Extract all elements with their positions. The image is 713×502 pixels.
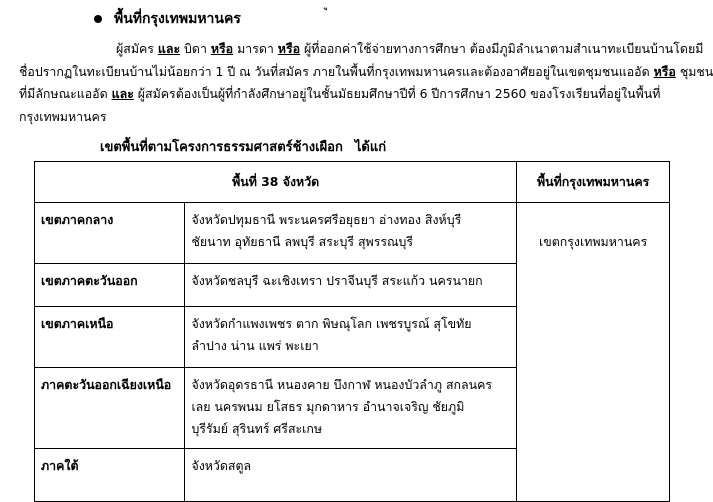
province-line: ชัยนาท อุทัยธานี ลพบุรี สระบุรี สุพรรณบุรี bbox=[191, 234, 414, 249]
region-name: ภาคใต้ bbox=[35, 449, 185, 502]
emphasis-and: และ bbox=[157, 41, 181, 56]
header-bangkok: พื้นที่กรุงเทพมหานคร bbox=[517, 162, 670, 203]
province-line: เลย นครพนม ยโสธร มุกดาหาร อำนาจเจริญ ชัยภูมิ bbox=[191, 399, 465, 414]
region-provinces bbox=[185, 307, 517, 368]
province-line: จังหวัดชลบุรี ฉะเชิงเทรา ปราจีนบุรี สระแก้ว นครนายก bbox=[191, 273, 483, 288]
province-line: บุรีรัมย์ สุรินทร์ ศรีสะเกษ bbox=[191, 421, 323, 436]
regions-table bbox=[34, 161, 670, 502]
region-name: เขตภาคเหนือ bbox=[35, 307, 185, 368]
province-line: จังหวัดกำแพงเพชร ตาก พิษณุโลก เพชรบูรณ์ สุโขทัย bbox=[191, 316, 472, 331]
text-run: ชุมชน bbox=[675, 63, 713, 79]
text-run: บิดา bbox=[180, 41, 211, 56]
table-heading bbox=[100, 136, 386, 157]
table-heading-tail: ได้แก่ bbox=[354, 140, 387, 155]
paragraph-line-1 bbox=[19, 38, 704, 61]
table-heading-text: เขตพื้นที่ตามโครงการธรรมศาสตร์ช้างเผือก bbox=[100, 140, 343, 155]
header-38-provinces: พื้นที่ 38 จังหวัด bbox=[35, 162, 517, 203]
region-provinces bbox=[185, 449, 517, 502]
paragraph-line-4: กรุงเทพมหานคร bbox=[19, 108, 107, 124]
bangkok-cell: เขตกรุงเทพมหานคร bbox=[517, 203, 670, 502]
region-provinces bbox=[185, 203, 517, 264]
text-run: ชื่อปรากฏในทะเบียนบ้านไม่น้อยกว่า 1 ปี ณ วันที่สมัคร ภายในพื้นที่กรุงเทพมหานครและต้องอาศัยอยู่ในเขตชุมชนแออัด bbox=[19, 63, 650, 79]
emphasis-and: และ bbox=[111, 86, 134, 101]
text-run: ที่มีลักษณะแออัด bbox=[19, 86, 112, 101]
eligibility-paragraph bbox=[19, 38, 713, 128]
emphasis-or: หรือ bbox=[277, 41, 301, 56]
region-provinces bbox=[185, 264, 517, 307]
province-line: จังหวัดสตูล bbox=[191, 458, 252, 473]
bullet-icon bbox=[94, 15, 102, 23]
section-title bbox=[94, 8, 241, 30]
paragraph-line-2 bbox=[19, 61, 713, 84]
emphasis-or: หรือ bbox=[653, 63, 676, 79]
region-name: เขตภาคตะวันออก bbox=[35, 264, 185, 307]
region-provinces bbox=[185, 368, 517, 449]
region-name: เขตภาคกลาง bbox=[35, 203, 185, 264]
province-line: จังหวัดปทุมธานี พระนครศรีอยุธยา อ่างทอง สิงห์บุรี bbox=[191, 212, 462, 227]
text-run: ผู้ที่ออกค่าใช้จ่ายทางการศึกษา ต้องมีภูมิลำเนาตามสำเนาทะเบียนบ้านโดยมี bbox=[300, 41, 704, 56]
paragraph-line-3 bbox=[19, 83, 669, 106]
province-line: จังหวัดอุดรธานี หนองคาย บึงกาฬ หนองบัวลำภู สกลนคร bbox=[191, 377, 493, 392]
table-row bbox=[35, 203, 670, 264]
region-name: ภาคตะวันออกเฉียงเหนือ bbox=[35, 368, 185, 449]
section-title-text: พื้นที่กรุงเทพมหานคร bbox=[114, 11, 241, 27]
table-header-row bbox=[35, 162, 670, 203]
province-line: ลำปาง น่าน แพร่ พะเยา bbox=[191, 338, 319, 353]
text-run: มารดา bbox=[233, 41, 278, 56]
emphasis-or: หรือ bbox=[210, 41, 234, 56]
text-run: ผู้สมัครต้องเป็นผู้ที่กำลังศึกษาอยู่ในชั้นมัธยมศึกษาปีที่ 6 ปีการศึกษา 2560 ของโรงเรียนที่อยู่ในพื้นที่ bbox=[133, 86, 661, 101]
text-run: ผู้สมัคร bbox=[116, 41, 158, 56]
